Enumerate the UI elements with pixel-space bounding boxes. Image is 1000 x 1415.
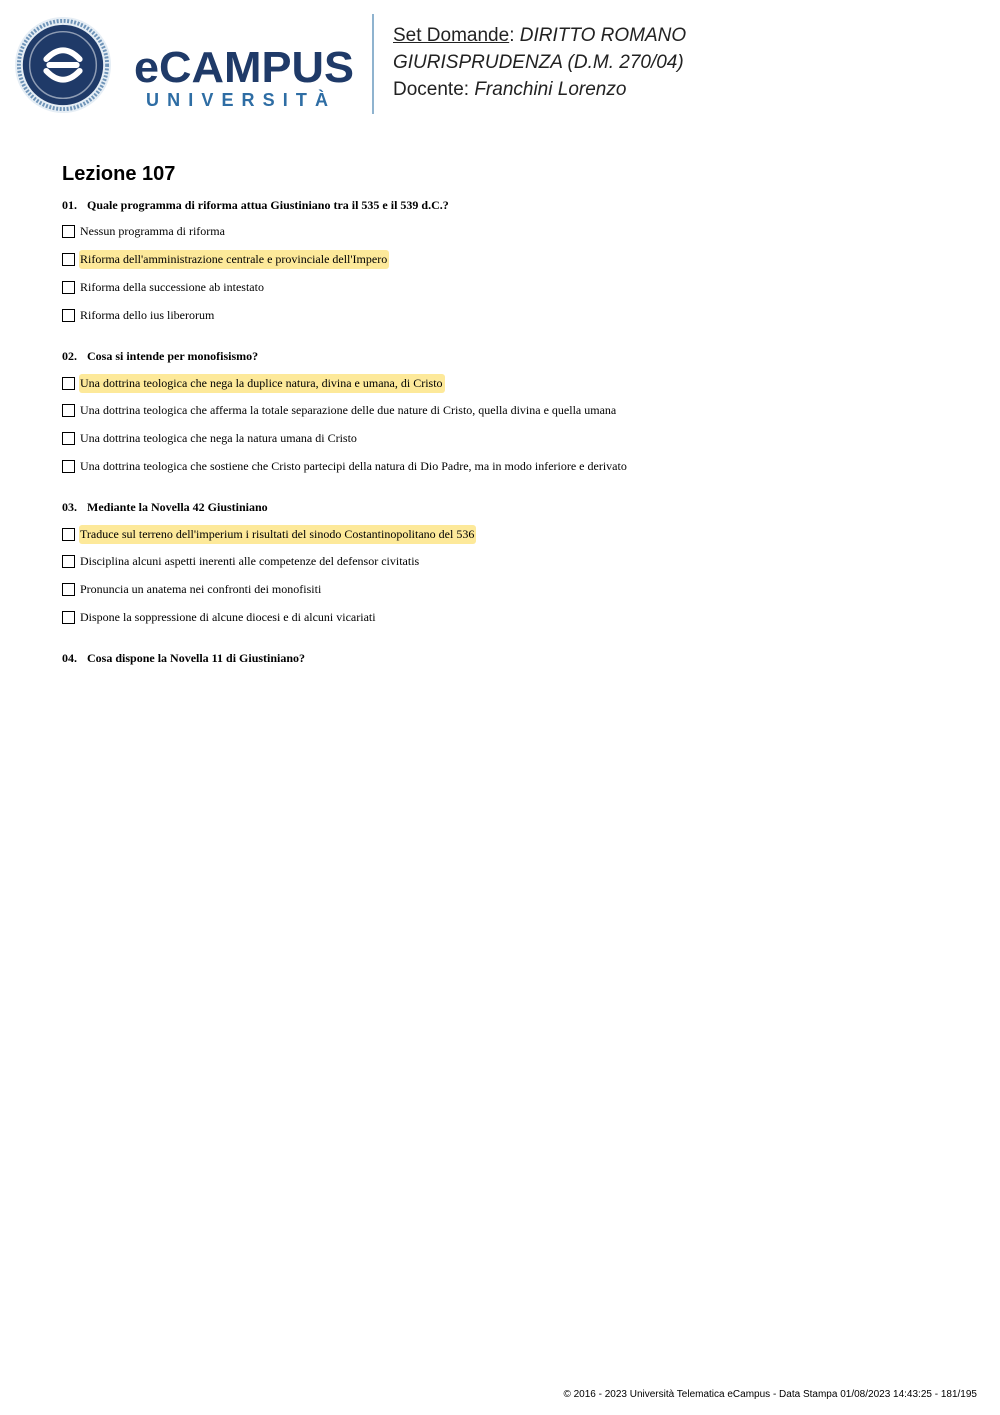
question-text: Cosa dispone la Novella 11 di Giustiniano? — [87, 651, 306, 665]
answer-checkbox[interactable] — [62, 555, 75, 568]
teacher-label: Docente: — [393, 79, 470, 100]
teacher-name: Franchini Lorenzo — [474, 79, 627, 100]
set-colon: : — [509, 25, 515, 46]
answer-checkbox[interactable] — [62, 611, 75, 624]
question-3 — [62, 500, 268, 515]
question-text: Cosa si intende per monofisismo? — [87, 349, 259, 363]
question-1 — [62, 198, 449, 213]
logo-sub-text: UNIVERSITÀ — [146, 90, 328, 110]
answer-option[interactable] — [62, 458, 629, 474]
answer-text: Disciplina alcuni aspetti inerenti alle competenze del defensor civitatis — [80, 553, 420, 568]
answer-text: Pronuncia un anatema nei confronti dei monofisiti — [80, 581, 322, 596]
answer-text: Dispone la soppressione di alcune diocesi e di alcuni vicariati — [80, 609, 376, 624]
page-footer: © 2016 - 2023 Università Telematica eCampus - Data Stampa 01/08/2023 14:43:25 - 181/195 — [563, 1389, 977, 1400]
header-divider — [372, 14, 374, 114]
answer-checkbox[interactable] — [62, 253, 75, 266]
question-4 — [62, 651, 305, 666]
question-text: Mediante la Novella 42 Giustiniano — [87, 500, 268, 514]
answer-checkbox[interactable] — [62, 309, 75, 322]
answer-option[interactable] — [62, 609, 378, 625]
lesson-title: Lezione 107 — [62, 163, 176, 185]
answer-text: Una dottrina teologica che nega la natura umana di Cristo — [80, 430, 357, 445]
question-number: 04. — [62, 651, 77, 665]
answer-checkbox[interactable] — [62, 460, 75, 473]
course-name: DIRITTO ROMANO — [519, 25, 687, 46]
answer-option[interactable] — [62, 251, 389, 267]
answer-option[interactable] — [62, 223, 227, 239]
question-2 — [62, 349, 258, 364]
answer-option[interactable] — [62, 279, 266, 295]
answer-option[interactable] — [62, 375, 445, 391]
answer-checkbox[interactable] — [62, 281, 75, 294]
course-line-2: GIURISPRUDENZA (D.M. 270/04) — [393, 52, 684, 73]
answer-text: Riforma dello ius liberorum — [80, 307, 215, 322]
answer-checkbox[interactable] — [62, 583, 75, 596]
answer-text: Nessun programma di riforma — [80, 223, 225, 238]
answer-text-highlighted: Riforma dell'amministrazione centrale e provinciale dell'Impero — [79, 250, 389, 269]
question-text: Quale programma di riforma attua Giustiniano tra il 535 e il 539 d.C.? — [87, 198, 449, 212]
answer-text-highlighted: Traduce sul terreno dell'imperium i risultati del sinodo Costantinopolitano del 536 — [79, 525, 476, 544]
answer-checkbox[interactable] — [62, 377, 75, 390]
answer-option[interactable] — [62, 402, 618, 418]
course-line-1 — [393, 22, 686, 49]
set-label: Set Domande — [393, 25, 510, 46]
logo-brand-text: eCAMPUS — [134, 44, 354, 92]
answer-checkbox[interactable] — [62, 528, 75, 541]
ecampus-seal-logo — [14, 16, 112, 114]
answer-text: Una dottrina teologica che sostiene che Cristo partecipi della natura di Dio Padre, ma in modo inferiore e derivato — [80, 458, 627, 473]
question-number: 02. — [62, 349, 77, 363]
teacher-line — [393, 76, 686, 103]
answer-option[interactable] — [62, 307, 216, 323]
answer-option[interactable] — [62, 526, 476, 542]
answer-text: Una dottrina teologica che afferma la totale separazione delle due nature di Cristo, quella divina e quella umana — [80, 402, 617, 417]
question-number: 03. — [62, 500, 77, 514]
answer-checkbox[interactable] — [62, 225, 75, 238]
answer-checkbox[interactable] — [62, 432, 75, 445]
answer-text-highlighted: Una dottrina teologica che nega la duplice natura, divina e umana, di Cristo — [79, 374, 445, 393]
answer-option[interactable] — [62, 430, 359, 446]
header-info — [393, 22, 686, 103]
answer-text: Riforma della successione ab intestato — [80, 279, 264, 294]
question-number: 01. — [62, 198, 77, 212]
answer-checkbox[interactable] — [62, 404, 75, 417]
answer-option[interactable] — [62, 553, 421, 569]
answer-option[interactable] — [62, 581, 323, 597]
ecampus-wordmark-logo — [134, 44, 356, 114]
